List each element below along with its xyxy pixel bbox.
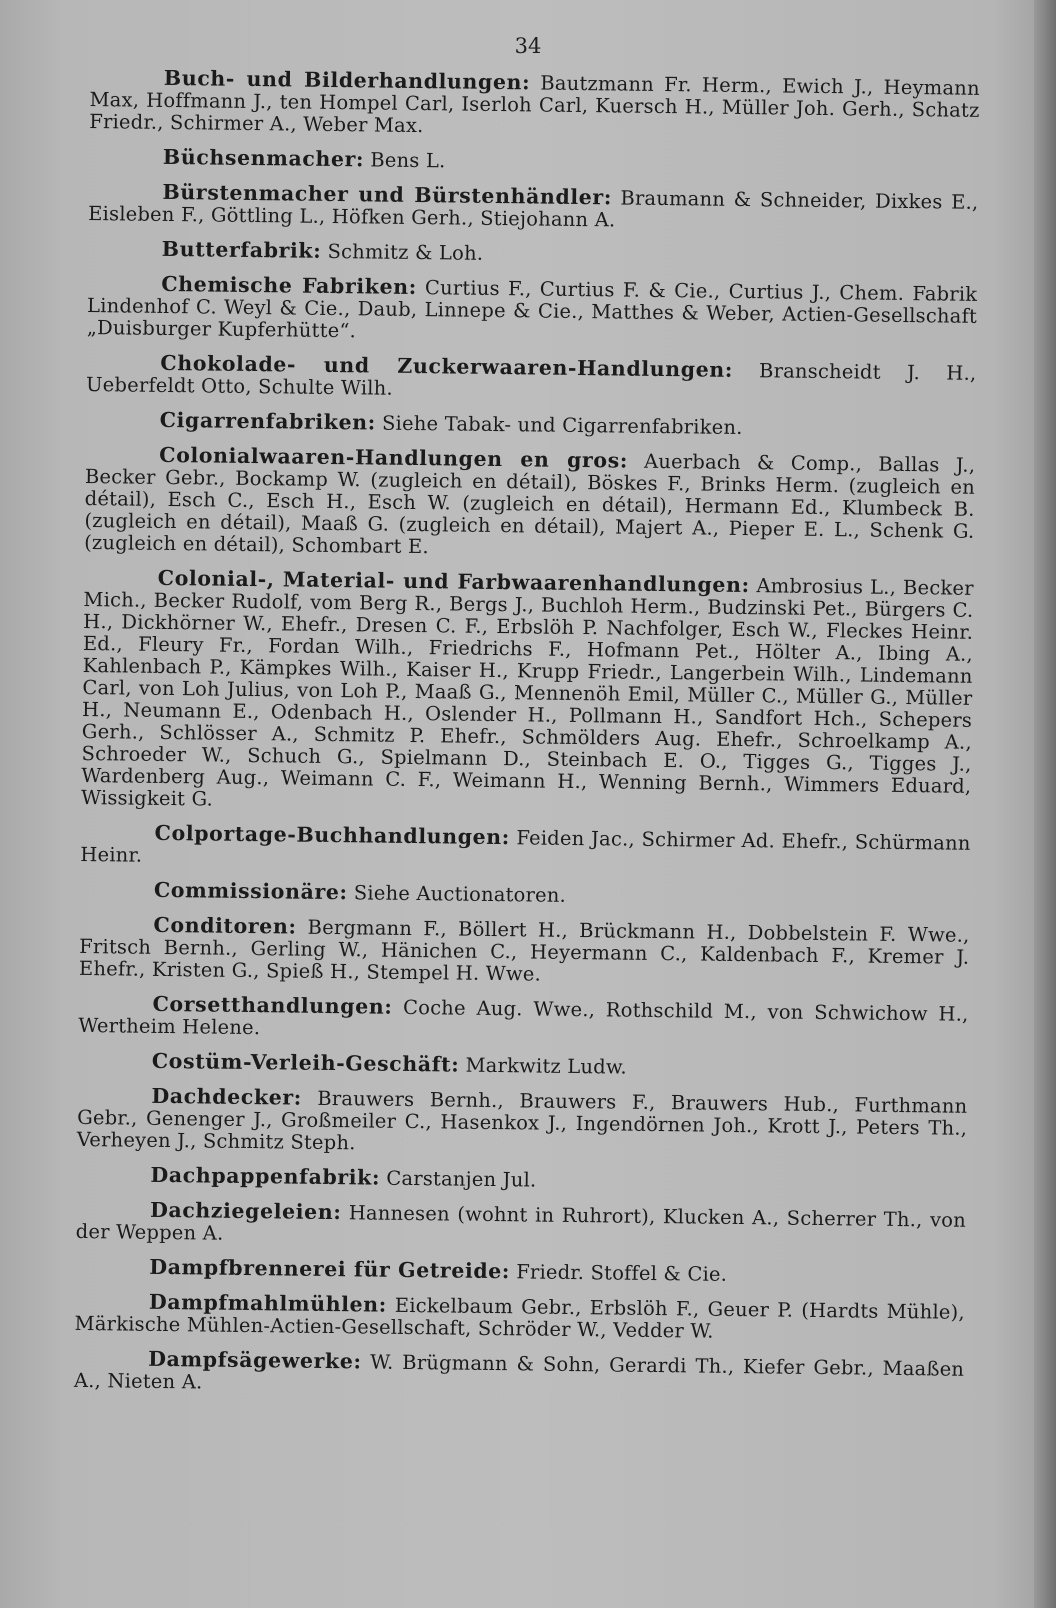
entry-body: Siehe Tabak- und Cigarrenfabriken. <box>381 411 743 439</box>
entry-body: Eickelbaum Gebr., Erbslöh F., Geuer P. (Hardts Mühle), Märkische Mühlen-Actien-Gesellschaft, Schröder W., Vedder W. <box>74 1293 965 1343</box>
entry-heading: Costüm-Verleih-Geschäft: <box>151 1048 460 1077</box>
entry-body: Auerbach & Comp., Ballas J., Becker Gebr., Bockamp W. (zugleich en détail), Böskes F., Brinks Herm. (zugleich en détail), Esch C., Esch H., Esch W. (zugleich en détail), Hermann Ed., Klumbeck B. (zugleich en détail), Maaß G. (zugleich en détail), Majert A., Pieper E. L., Schenk G. (zugleich en détail), Schombart E. <box>84 449 976 559</box>
entry-body: Feiden Jac., Schirmer Ad. Ehefr., Schürmann Heinr. <box>80 826 971 867</box>
entry-heading: Colonialwaaren-Handlungen en gros: <box>159 442 629 473</box>
entry-body: Carstanjen Jul. <box>386 1166 537 1192</box>
entry-body: Ambrosius L., Becker Mich., Becker Rudolf, vom Berg R., Bergs J., Buchloh Herm., Budzinski Pet., Bürgers C. H., Dickhörner W., Ehefr., Dresen C. F., Erbslöh P. Nachfolger, Esch W., Fleckes Heinr. Ed., Fleury Fr., Fordan Wilh., Friedrichs F., Hofmann Pet., Hölter A., Ibing A., Kahlenbach P., Kämpkes Wilh., Kaiser H., Krupp Friedr., Langerbein Wilh., Lindemann Carl, von Loh Julius, von Loh P., Maaß G., Mennenöh Emil, Müller C., Müller G., Müller H., Neumann E., Odenbach H., Oslender H., Pollmann H., Sandfort Hch., Schepers Gerh., Schlösser A., Schmitz P. Ehefr., Schmölders Aug. Ehefr., Schroelkamp A., Schroeder W., Schuch G., Spielmann D., Steinbach E. O., Tigges G., Tigges J., Wardenberg Aug., Weimann C. F., Weimann H., Wenning Bernh., Wimmers Eduard, Wissigkeit G. <box>80 574 974 811</box>
entry-heading: Dachziegeleien: <box>149 1197 342 1225</box>
entry-heading: Colonial-, Material- und Farbwaarenhandlungen: <box>157 565 750 598</box>
entry-heading: Corsetthandlungen: <box>152 991 393 1019</box>
entry-heading: Dachpappenfabrik: <box>150 1162 381 1190</box>
entry-body: Friedr. Stoffel & Cie. <box>516 1260 728 1286</box>
directory-entry <box>80 878 970 912</box>
directory-entry <box>80 821 970 877</box>
entry-heading: Butterfabrik: <box>161 236 322 263</box>
entry-body: Schmitz & Loh. <box>327 239 484 265</box>
entry-heading: Büchsenmacher: <box>162 144 365 172</box>
entry-heading: Cigarrenfabriken: <box>159 407 377 435</box>
entry-body: W. Brügmann & Sohn, Gerardi Th., Kiefer Gebr., Maaßen A., Nieten A. <box>73 1350 965 1394</box>
directory-entry <box>79 913 970 991</box>
directory-entry <box>75 1255 965 1289</box>
directory-entry <box>87 272 978 350</box>
directory-entry <box>76 1198 966 1254</box>
entry-body: Bautzmann Fr. Herm., Ewich J., Heymann Max, Hoffmann J., ten Hompel Carl, Iserloh Carl, Kuersch H., Müller Joh. Gerh., Schatz Friedr., Schirmer A., Weber Max. <box>89 71 980 138</box>
directory-entry <box>86 408 976 442</box>
directory-entry <box>88 237 978 271</box>
directory-entry <box>84 443 975 565</box>
entry-heading: Buch- und Bilderhandlungen: <box>163 65 531 95</box>
directory-listing <box>74 66 980 1415</box>
entry-body: Siehe Auctionatoren. <box>353 881 567 907</box>
entry-heading: Bürstenmacher und Bürstenhändler: <box>162 179 613 210</box>
directory-entry <box>81 566 974 820</box>
directory-entry <box>78 1049 968 1083</box>
entry-heading: Colportage-Buchhandlungen: <box>154 820 511 850</box>
entry-body: Brauwers Bernh., Brauwers F., Brauwers Hub., Furthmann Gebr., Genenger J., Großmeiler C., Hasenkox J., Ingendörnen Joh., Krott J., Peters Th., Verheyen J., Schmitz Steph. <box>76 1086 968 1155</box>
entry-heading: Dampfsägewerke: <box>148 1346 362 1374</box>
directory-entry <box>78 992 968 1048</box>
entry-body: Hannesen (wohnt in Ruhrort), Klucken A., Scherrer Th., von der Weppen A. <box>75 1201 967 1245</box>
directory-entry <box>76 1163 966 1197</box>
entry-body: Coche Aug. Wwe., Rothschild M., von Schwichow H., Wertheim Helene. <box>78 995 969 1040</box>
directory-entry <box>86 351 976 407</box>
entry-heading: Dachdecker: <box>151 1083 303 1110</box>
page-number: 34 <box>514 34 542 58</box>
entry-body: Bens L. <box>370 148 446 173</box>
directory-entry <box>74 1347 964 1403</box>
entry-body: Curtius F., Curtius F. & Cie., Curtius J., Chem. Fabrik Lindenhof C. Weyl & Cie., Daub, Linnepe & Cie., Matthes & Weber, Actien-Gesellschaft „Duisburger Kupferhütte“. <box>86 276 978 343</box>
entry-body: Braumann & Schneider, Dixkes E., Eisleben F., Göttling L., Höfken Gerh., Stiejohann A. <box>88 186 979 232</box>
entry-heading: Commissionäre: <box>153 877 348 905</box>
entry-heading: Chokolade- und Zuckerwaaren-Handlungen: <box>160 350 734 382</box>
entry-body: Markwitz Ludw. <box>465 1053 628 1079</box>
entry-heading: Dampfbrennerei für Getreide: <box>149 1254 511 1284</box>
entry-body: Branscheidt J. H., Ueberfeldt Otto, Schulte Wilh. <box>85 359 977 400</box>
directory-entry <box>77 1084 968 1162</box>
entry-heading: Dampfmahlmühlen: <box>148 1289 388 1317</box>
directory-entry <box>89 145 979 179</box>
entry-heading: Conditoren: <box>153 912 297 939</box>
entry-body: Bergmann F., Böllert H., Brückmann H., Dobbelstein F. Wwe., Fritsch Bernh., Gerling W., Hänichen C., Heyermann C., Kaldenbach F., Kremer J. Ehefr., Kristen G., Spieß H., Stempel H. Wwe. <box>78 915 970 986</box>
directory-entry <box>88 180 978 236</box>
entry-heading: Chemische Fabriken: <box>161 271 417 300</box>
directory-entry <box>89 66 980 144</box>
directory-entry <box>74 1290 964 1346</box>
page-edge <box>1034 0 1056 1608</box>
